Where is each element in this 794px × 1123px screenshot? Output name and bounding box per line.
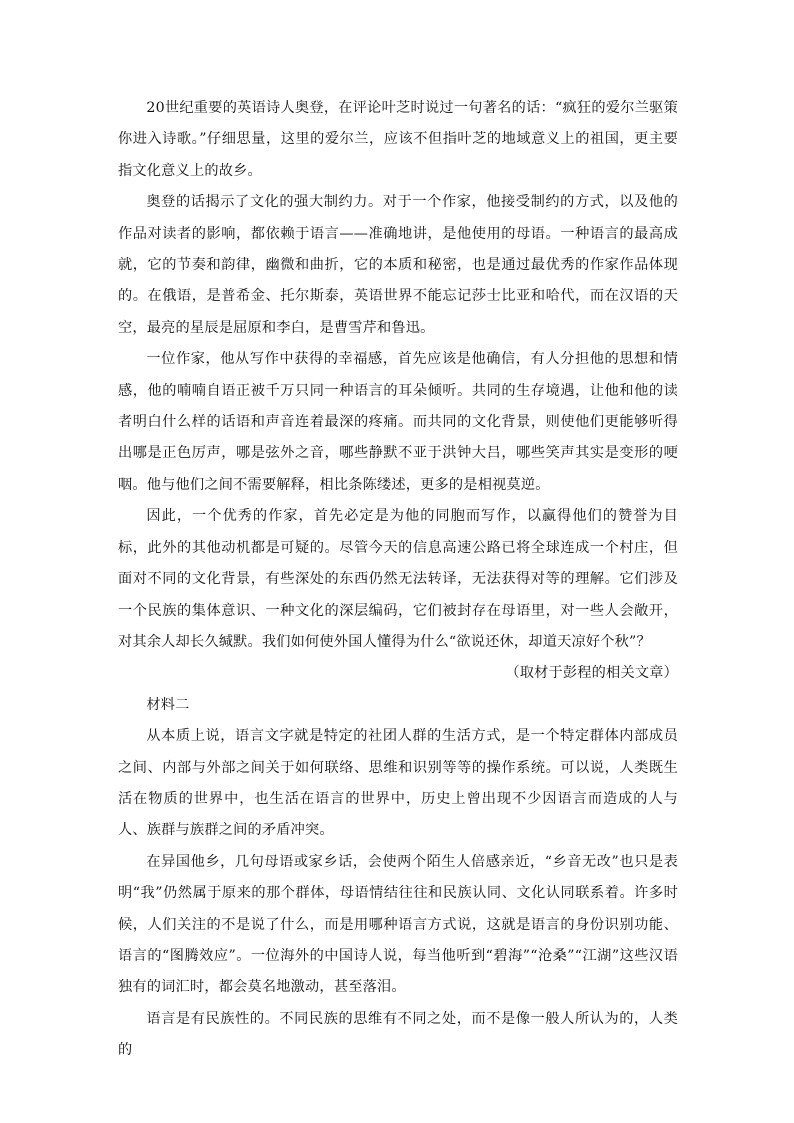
material1-paragraph-3: 一位作家，他从写作中获得的幸福感，首先应该是他确信，有人分担他的思想和情感，他的喃喃自语正被千万只同一种语言的耳朵倾听。共同的生存境遇，让他和他的读者明白什么样的话语和声音连着最深的疼痛。而共同的文化背景，则使他们更能够听得出哪是正色厉声，哪是弦外之音，哪些静默不亚于洪钟大吕，哪些笑声其实是变形的哽咽。他与他们之间不需要解释，相比条陈缕述，更多的是相视莫逆。: [118, 351, 678, 493]
material2-heading: 材料二: [146, 696, 190, 713]
material1-paragraph-1: 20世纪重要的英语诗人奥登，在评论叶芝时说过一句著名的话：“疯狂的爱尔兰驱策你进入诗歌。”仔细思量，这里的爱尔兰，应该不但指叶芝的地域意义上的祖国，更主要指文化意义上的故乡。: [118, 100, 678, 179]
document-page: [118, 93, 678, 1067]
material2-paragraph-2: 在异国他乡，几句母语或家乡话，会使两个陌生人倍感亲近，“乡音无改”也只是表明“我”仍然属于原来的那个群体，母语情结往往和民族认同、文化认同联系着。许多时候，人们关注的不是说了什么，而是用哪种语言方式说，这就是语言的身份识别功能、语言的“图腾效应”。一位海外的中国诗人说，每当他听到“碧海”“沧桑”“江湖”这些汉语独有的词汇时，都会莫名地激动，甚至落泪。: [118, 853, 678, 996]
material2-paragraph-1: 从本质上说，语言文字就是特定的社团人群的生活方式，是一个特定群体内部成员之间、内部与外部之间关于如何联络、思维和识别等等的操作系统。可以说，人类既生活在物质的世界中，也生活在语言的世界中，历史上曾出现不少因语言而造成的人与人、族群与族群之间的矛盾冲突。: [118, 728, 678, 839]
material1-source-citation: （取材于彭程的相关文章）: [505, 665, 678, 682]
material1-paragraph-4: 因此，一个优秀的作家，首先必定是为他的同胞而写作，以赢得他们的赞誉为目标，此外的其他动机都是可疑的。尽管今天的信息高速公路已将全球连成一个村庄，但面对不同的文化背景，有些深处的东西仍然无法转译，无法获得对等的理解。它们涉及一个民族的集体意识、一种文化的深层编码，它们被封存在母语里，对一些人会敞开，对其余人却长久缄默。我们如何使外国人懂得为什么“欲说还休，却道天凉好个秋”？: [118, 508, 678, 650]
material2-paragraph-3: 语言是有民族性的。不同民族的思维有不同之处，而不是像一般人所认为的，人类的: [118, 1010, 678, 1059]
material1-paragraph-2: 奥登的话揭示了文化的强大制约力。对于一个作家，他接受制约的方式，以及他的作品对读者的影响，都依赖于语言——准确地讲，是他使用的母语。一种语言的最高成就，它的节奏和韵律，幽微和曲折，它的本质和秘密，也是通过最优秀的作家作品体现的。在俄语，是普希金、托尔斯泰，英语世界不能忘记莎士比亚和哈代，而在汉语的天空，最亮的星辰是屈原和李白，是曹雪芹和鲁迅。: [118, 194, 678, 336]
